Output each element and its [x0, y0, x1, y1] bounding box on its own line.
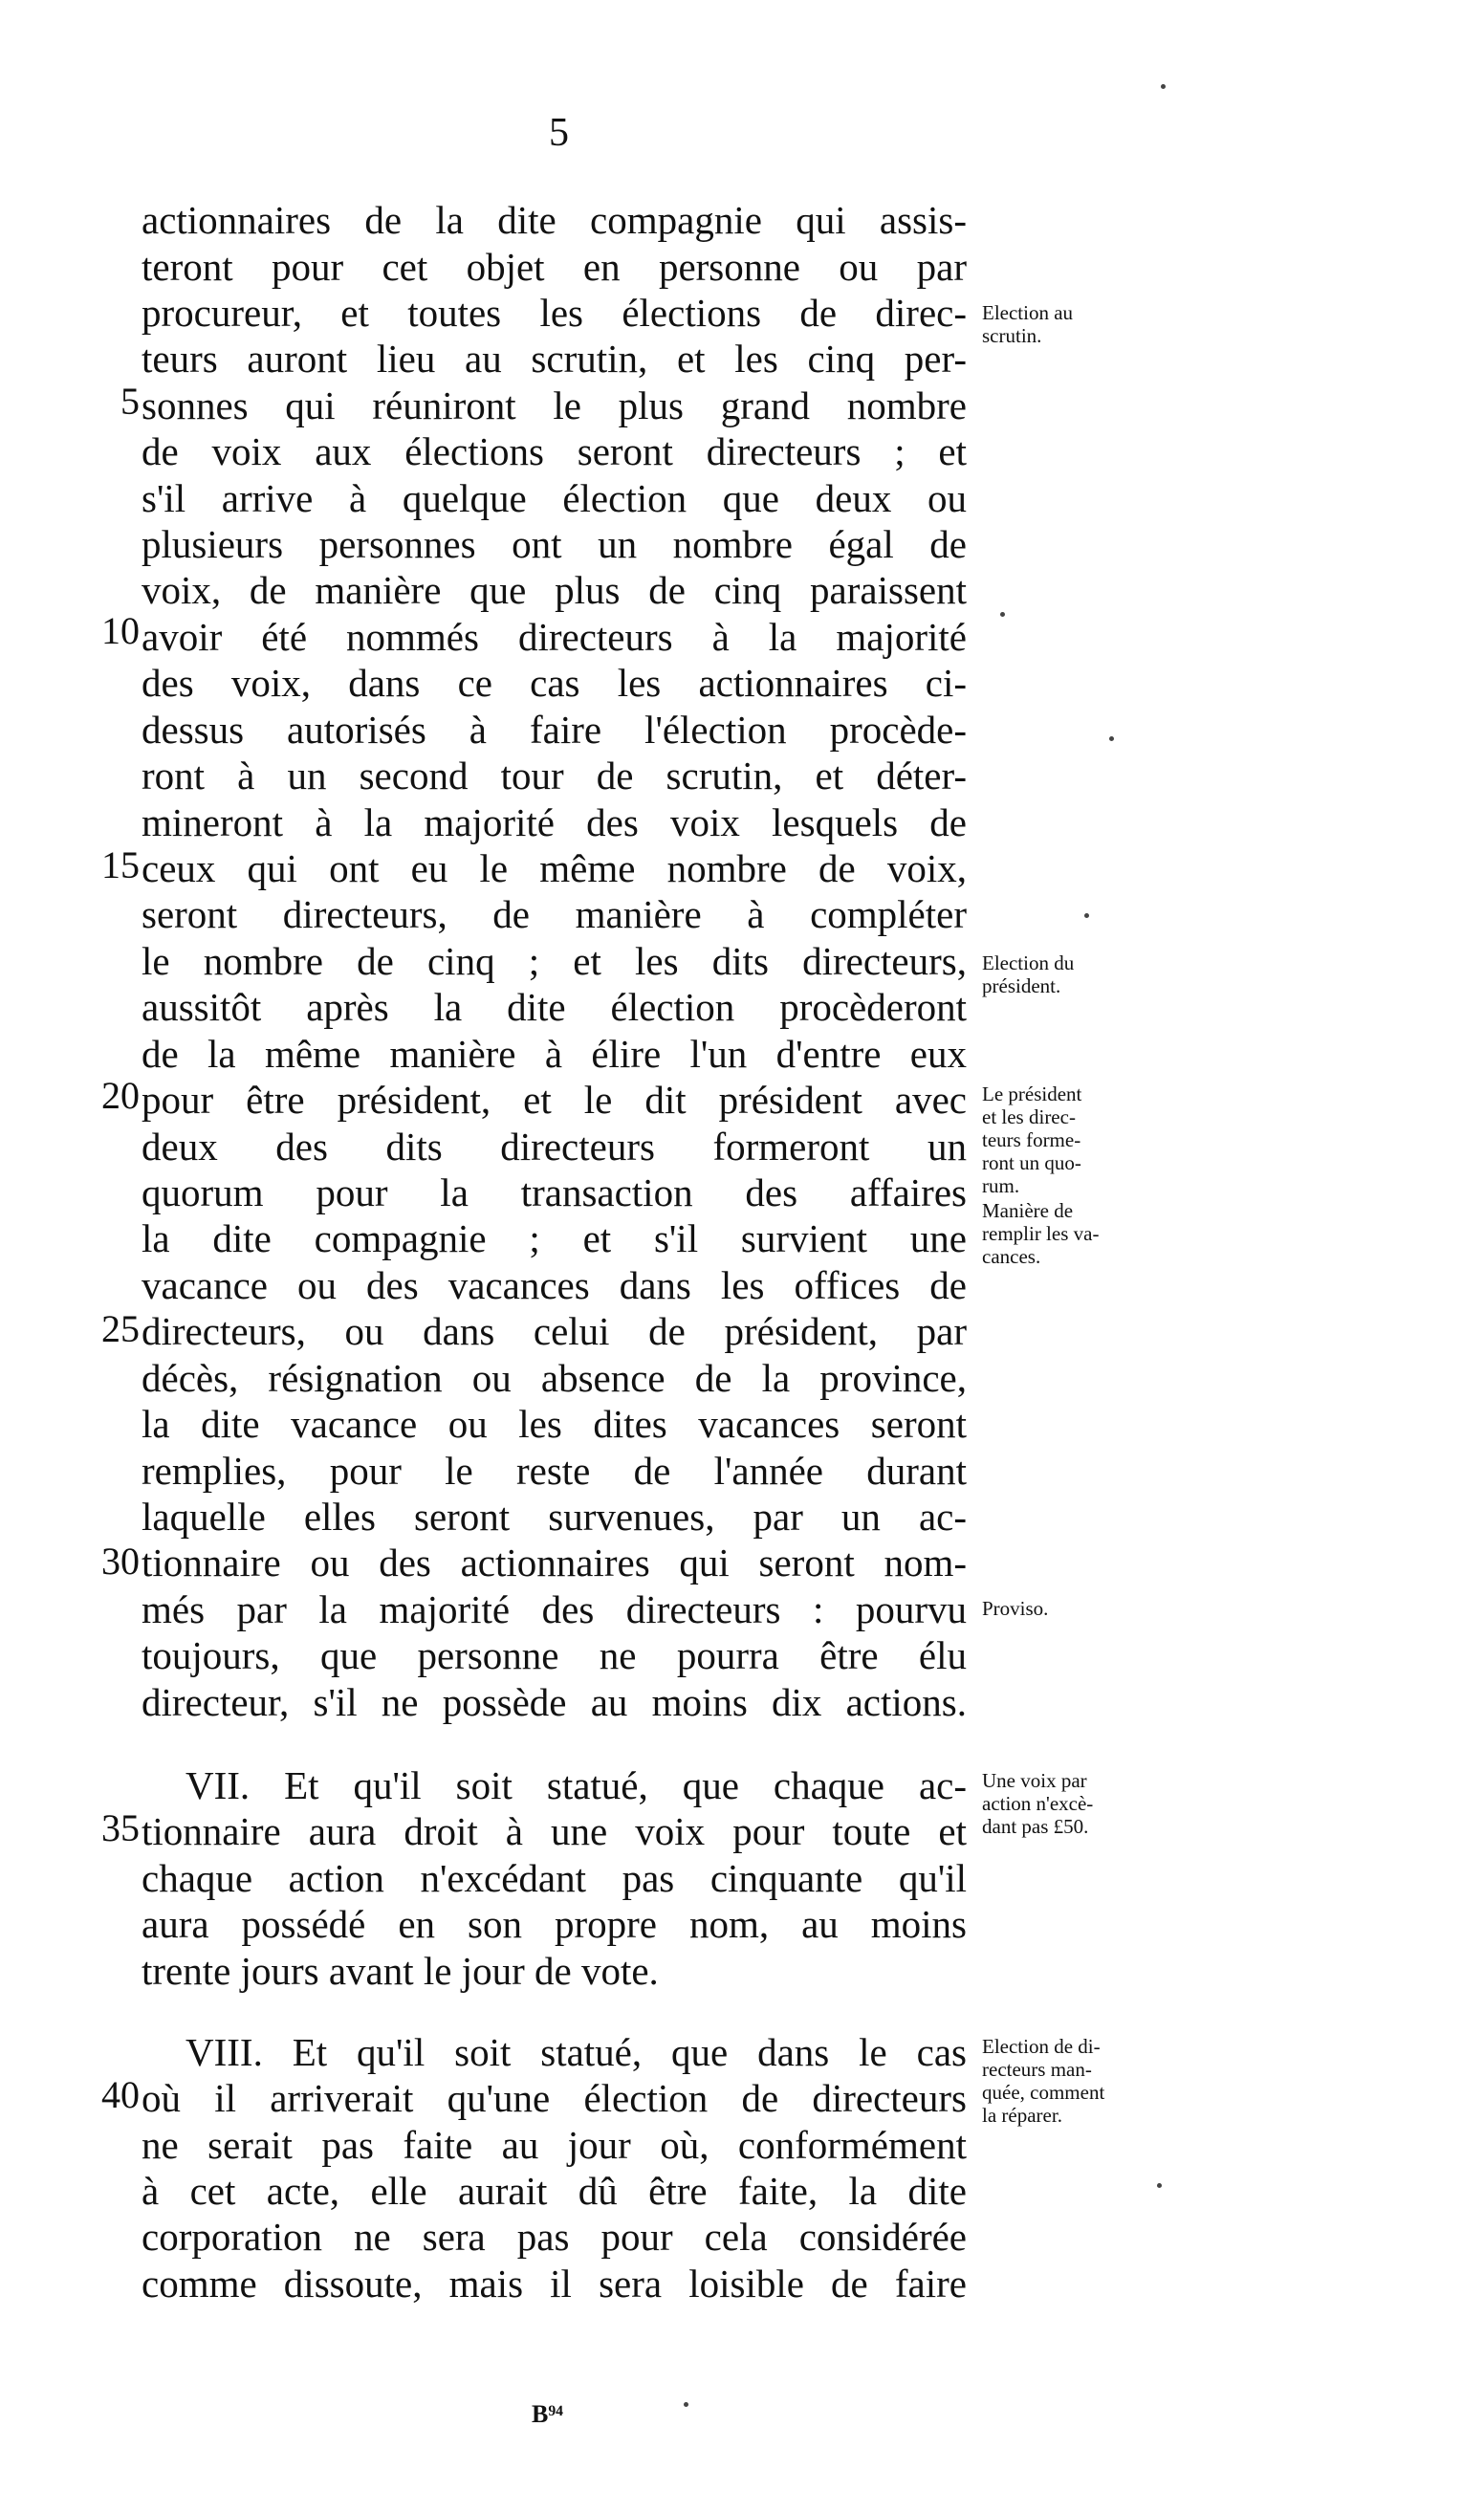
margin-note-line: remplir les va- [982, 1222, 1100, 1245]
body-line: plusieurs personnes ont un nombre égal de [142, 522, 967, 566]
body-line: vacance ou des vacances dans les offices de [142, 1263, 967, 1307]
body-line: teurs auront lieu au scrutin, et les cinq per- [142, 337, 967, 381]
body-line: directeurs, ou dans celui de président, par [142, 1309, 967, 1353]
body-line: VII. Et qu'il soit statué, que chaque ac- [186, 1763, 967, 1807]
body-line: procureur, et toutes les élections de direc- [142, 291, 967, 335]
body-line: laquelle elles seront survenues, par un ac- [142, 1495, 967, 1539]
body-line: tionnaire aura droit à une voix pour toute et [142, 1809, 967, 1853]
body-line: directeur, s'il ne possède au moins dix actions. [142, 1680, 967, 1724]
margin-note-line: Manière de [982, 1199, 1074, 1222]
body-line: ne serait pas faite au jour où, conformément [142, 2123, 967, 2167]
print-speck [684, 2402, 688, 2407]
line-number: 15 [101, 843, 140, 886]
body-line: ront à un second tour de scrutin, et déter- [142, 754, 967, 798]
body-line: décès, résignation ou absence de la province, [142, 1356, 967, 1400]
margin-note [982, 1082, 1183, 1197]
body-line: de voix aux élections seront directeurs ; et [142, 429, 967, 473]
body-line: le nombre de cinq ; et les dits directeurs, [142, 939, 967, 983]
margin-note-line: Election de di- [982, 2035, 1101, 2058]
page-number: 5 [549, 111, 569, 155]
body-line: s'il arrive à quelque élection que deux ou [142, 476, 967, 520]
margin-note-line: Une voix par [982, 1769, 1087, 1792]
margin-note [982, 2035, 1183, 2127]
body-line: la dite compagnie ; et s'il survient une [142, 1216, 967, 1260]
body-line: més par la majorité des directeurs : pourvu [142, 1587, 967, 1631]
margin-note [982, 951, 1183, 997]
body-line: la dite vacance ou les dites vacances seront [142, 1402, 967, 1446]
margin-note-line: Election du [982, 951, 1075, 974]
line-number: 25 [101, 1307, 140, 1350]
margin-note-line: quée, comment [982, 2081, 1105, 2104]
body-line: aussitôt après la dite élection procèderont [142, 985, 967, 1029]
margin-note [982, 1199, 1183, 1268]
body-line: comme dissoute, mais il sera loisible de faire [142, 2262, 967, 2306]
margin-note-line: rum. [982, 1174, 1020, 1197]
print-speck [1000, 612, 1005, 617]
body-line: seront directeurs, de manière à compléter [142, 892, 967, 936]
line-number: 35 [101, 1806, 140, 1849]
margin-note [982, 301, 1183, 347]
line-number: 40 [101, 2073, 140, 2116]
body-line: avoir été nommés directeurs à la majorité [142, 615, 967, 659]
margin-note-line: Le président [982, 1082, 1082, 1105]
body-line: teront pour cet objet en personne ou par [142, 245, 967, 289]
body-line: des voix, dans ce cas les actionnaires ci- [142, 661, 967, 705]
margin-note-line: et les direc- [982, 1105, 1076, 1128]
margin-note-line: président. [982, 974, 1061, 997]
print-speck [1109, 736, 1114, 741]
margin-note-line: la réparer. [982, 2104, 1062, 2127]
line-number: 10 [101, 609, 140, 652]
body-line: trente jours avant le jour de vote. [142, 1949, 659, 1993]
body-line: sonnes qui réuniront le plus grand nombre [142, 383, 967, 427]
margin-note-line: recteurs man- [982, 2058, 1092, 2081]
body-line: tionnaire ou des actionnaires qui seront nom- [142, 1541, 967, 1585]
body-line: voix, de manière que plus de cinq paraissent [142, 568, 967, 612]
body-line: deux des dits directeurs formeront un [142, 1125, 967, 1169]
margin-note-line: dant pas £50. [982, 1815, 1089, 1838]
print-speck [1157, 2183, 1162, 2188]
body-line: de la même manière à élire l'un d'entre eux [142, 1032, 967, 1076]
body-line: chaque action n'excédant pas cinquante qu'il [142, 1856, 967, 1900]
body-line: aura possédé en son propre nom, au moins [142, 1902, 967, 1946]
print-speck [1084, 913, 1089, 918]
margin-note-line: action n'excè- [982, 1792, 1094, 1815]
body-line: VIII. Et qu'il soit statué, que dans le cas [186, 2030, 967, 2074]
margin-note-line: ront un quo- [982, 1151, 1081, 1174]
margin-note [982, 1597, 1183, 1620]
body-line: quorum pour la transaction des affaires [142, 1170, 967, 1214]
body-line: mineront à la majorité des voix lesquels de [142, 800, 967, 844]
signature-mark: B⁹⁴ [532, 2400, 563, 2428]
body-line: toujours, que personne ne pourra être élu [142, 1633, 967, 1677]
print-speck [1161, 84, 1166, 89]
body-line: corporation ne sera pas pour cela considérée [142, 2215, 967, 2259]
body-line: à cet acte, elle aurait dû être faite, la dite [142, 2169, 967, 2213]
margin-note [982, 1769, 1183, 1838]
line-number: 20 [101, 1074, 140, 1117]
line-number: 30 [101, 1540, 140, 1583]
body-line: ceux qui ont eu le même nombre de voix, [142, 846, 967, 890]
margin-note-line: scrutin. [982, 324, 1042, 347]
body-line: remplies, pour le reste de l'année durant [142, 1449, 967, 1493]
body-line: actionnaires de la dite compagnie qui assis- [142, 198, 967, 242]
body-line: dessus autorisés à faire l'élection procède- [142, 708, 967, 752]
line-number: 5 [120, 380, 140, 423]
margin-note-line: Election au [982, 301, 1074, 324]
margin-note-line: cances. [982, 1245, 1041, 1268]
body-line: où il arriverait qu'une élection de directeurs [142, 2076, 967, 2120]
body-line: pour être président, et le dit président avec [142, 1078, 967, 1122]
margin-note-line: Proviso. [982, 1597, 1049, 1620]
margin-note-line: teurs forme- [982, 1128, 1081, 1151]
